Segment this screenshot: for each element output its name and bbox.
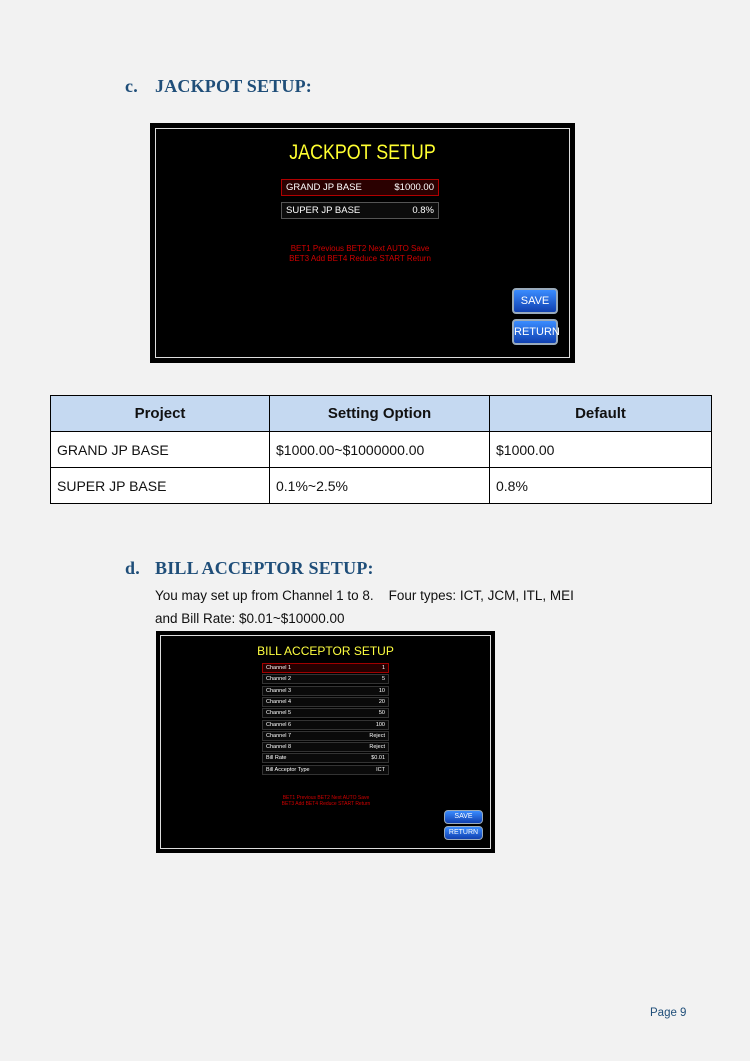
row-value: Reject [369,732,385,739]
section-letter: c. [125,76,138,96]
section-title: JACKPOT SETUP: [155,76,312,96]
table-cell: GRAND JP BASE [51,432,270,468]
section-d-heading [125,558,374,579]
key-hints [256,795,396,807]
row-value: ICT [376,766,385,773]
table-row [51,468,712,504]
row-value: 5 [381,676,385,683]
bill-setting-row[interactable] [262,765,389,775]
jackpot-settings-table [50,395,712,504]
table-header-row [51,396,712,432]
bill-setting-row[interactable] [262,742,389,752]
row-label: Bill Acceptor Type [266,766,310,773]
table-cell: $1000.00 [490,432,712,468]
return-button[interactable]: RETURN [512,319,558,345]
body-text-line: and Bill Rate: $0.01~$10000.00 [155,611,345,626]
row-label: Channel 4 [266,698,292,705]
row-value: 100 [375,721,385,728]
table-row [51,432,712,468]
row-value: $1000.00 [394,182,434,193]
row-label: Channel 8 [266,744,292,751]
column-header: Default [490,396,712,432]
bill-setting-row[interactable] [262,708,389,718]
return-button[interactable]: RETURN [444,826,483,840]
row-value: 1 [381,665,385,671]
bill-setting-row[interactable] [262,720,389,730]
row-value: 20 [378,698,385,705]
row-label: Channel 3 [266,687,292,694]
key-hints [270,244,450,264]
section-letter: d. [125,558,140,578]
row-label: Channel 5 [266,710,292,717]
row-label: Channel 6 [266,721,292,728]
row-value: 10 [378,687,385,694]
hint-line: BET1 Previous BET2 Next AUTO Save [290,244,430,253]
row-label: GRAND JP BASE [286,182,362,193]
save-button[interactable]: SAVE [444,810,483,824]
bill-setting-row[interactable] [262,697,389,707]
row-label: Bill Rate [266,755,287,762]
bill-setting-row[interactable] [262,674,389,684]
table-cell: $1000.00~$1000000.00 [270,432,490,468]
column-header: Setting Option [270,396,490,432]
row-value: 0.8% [412,205,434,216]
screen-title: JACKPOT SETUP [289,141,436,164]
column-header: Project [51,396,270,432]
bill-setting-row[interactable] [262,663,389,673]
save-button[interactable]: SAVE [512,288,558,314]
row-label: Channel 2 [266,676,292,683]
bill-setting-row[interactable] [262,731,389,741]
row-label: Channel 1 [266,665,292,671]
hint-line: BET1 Previous BET2 Next AUTO Save [282,795,370,801]
section-title: BILL ACCEPTOR SETUP: [155,558,374,578]
page-number: Page 9 [650,1007,687,1019]
table-cell: SUPER JP BASE [51,468,270,504]
table-cell: 0.8% [490,468,712,504]
screen-title: BILL ACCEPTOR SETUP [257,644,394,658]
bill-acceptor-setup-screenshot [156,631,495,853]
row-value: Reject [369,744,385,751]
row-label: SUPER JP BASE [286,205,361,216]
grand-jp-row[interactable] [281,179,439,196]
section-c-heading [125,76,312,97]
table-cell: 0.1%~2.5% [270,468,490,504]
body-text-line: You may set up from Channel 1 to 8. Four types: ICT, JCM, ITL, MEI [155,588,574,603]
jackpot-setup-screenshot [150,123,575,363]
row-label: Channel 7 [266,732,292,739]
row-value: 50 [378,710,385,717]
bill-setting-row[interactable] [262,686,389,696]
row-value: $0.01 [371,755,385,762]
super-jp-row[interactable] [281,202,439,219]
bill-setting-row[interactable] [262,753,389,763]
hint-line: BET3 Add BET4 Reduce START Return [289,254,431,263]
hint-line: BET3 Add BET4 Reduce START Return [281,801,371,807]
